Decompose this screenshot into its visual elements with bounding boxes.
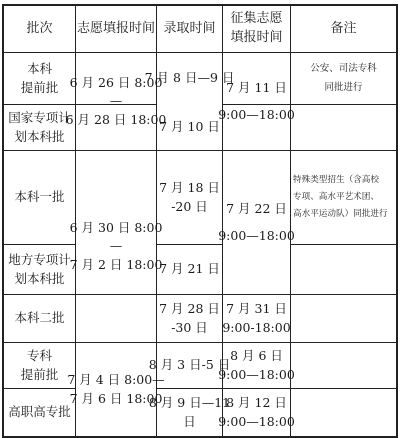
header-remarks: 备注	[330, 20, 357, 36]
admission-zhuanke-tiqian: 8 月 3 日-5 日	[148, 357, 231, 373]
remark-benke-yi: 特殊类型招生（含高校 专项、高水平艺术团、 高水平运动队）同批进行	[293, 175, 388, 219]
fill-time-group2: 6 月 30 日 8:00 — 7 月 2 日 18:00	[69, 220, 163, 272]
batch-guojia-zhuanxiang: 国家专项计 划本科批	[8, 110, 71, 144]
admission-benke-tiqian: 7 月 8 日—9 日	[144, 70, 235, 86]
solicit-time-benke-er: 7 月 31 日 9:00-18:00	[222, 301, 291, 335]
admission-difang-zhuanxiang: 7 月 21 日	[159, 261, 220, 277]
solicit-time-gaozhi-gaozhuan: 8 月 12 日 9:00—18:00	[218, 395, 295, 429]
admission-benke-er: 7 月 28 日 -30 日	[159, 301, 220, 335]
batch-benke-tiqian: 本科 提前批	[20, 61, 59, 95]
fill-time-group3: 7 月 4 日 8:00— 7 月 6 日 18:00	[67, 372, 165, 406]
admission-gaozhi-gaozhuan: 8 月 9 日—11 日	[148, 395, 231, 429]
header-batch: 批次	[26, 20, 53, 36]
admission-benke-yi: 7 月 18 日 -20 日	[159, 180, 220, 214]
solicit-time-group2: 7 月 22 日 9:00—18:00	[218, 201, 295, 243]
header-admission-time: 录取时间	[163, 20, 216, 36]
remark-benke-tiqian: 公安、司法专科 同批进行	[310, 63, 377, 93]
batch-zhuanke-tiqian: 专科 提前批	[20, 348, 59, 382]
header-solicit-time: 征集志愿 填报时间	[230, 11, 283, 45]
batch-difang-zhuanxiang: 地方专项计 划本科批	[8, 252, 71, 286]
admission-guojia-zhuanxiang: 7 月 10 日	[159, 119, 220, 135]
batch-benke-yi: 本科一批	[14, 189, 65, 205]
fill-time-group1: 6 月 26 日 8:00 — 6 月 28 日 18:00	[65, 75, 167, 127]
batch-benke-er: 本科二批	[14, 310, 65, 326]
batch-gaozhi-gaozhuan: 高职高专批	[8, 404, 71, 420]
solicit-time-group1: 7 月 11 日 9:00—18:00	[218, 80, 295, 122]
solicit-time-zhuanke-tiqian: 8 月 6 日 9:00—18:00	[218, 348, 295, 382]
header-fill-time: 志愿填报时间	[76, 20, 155, 36]
